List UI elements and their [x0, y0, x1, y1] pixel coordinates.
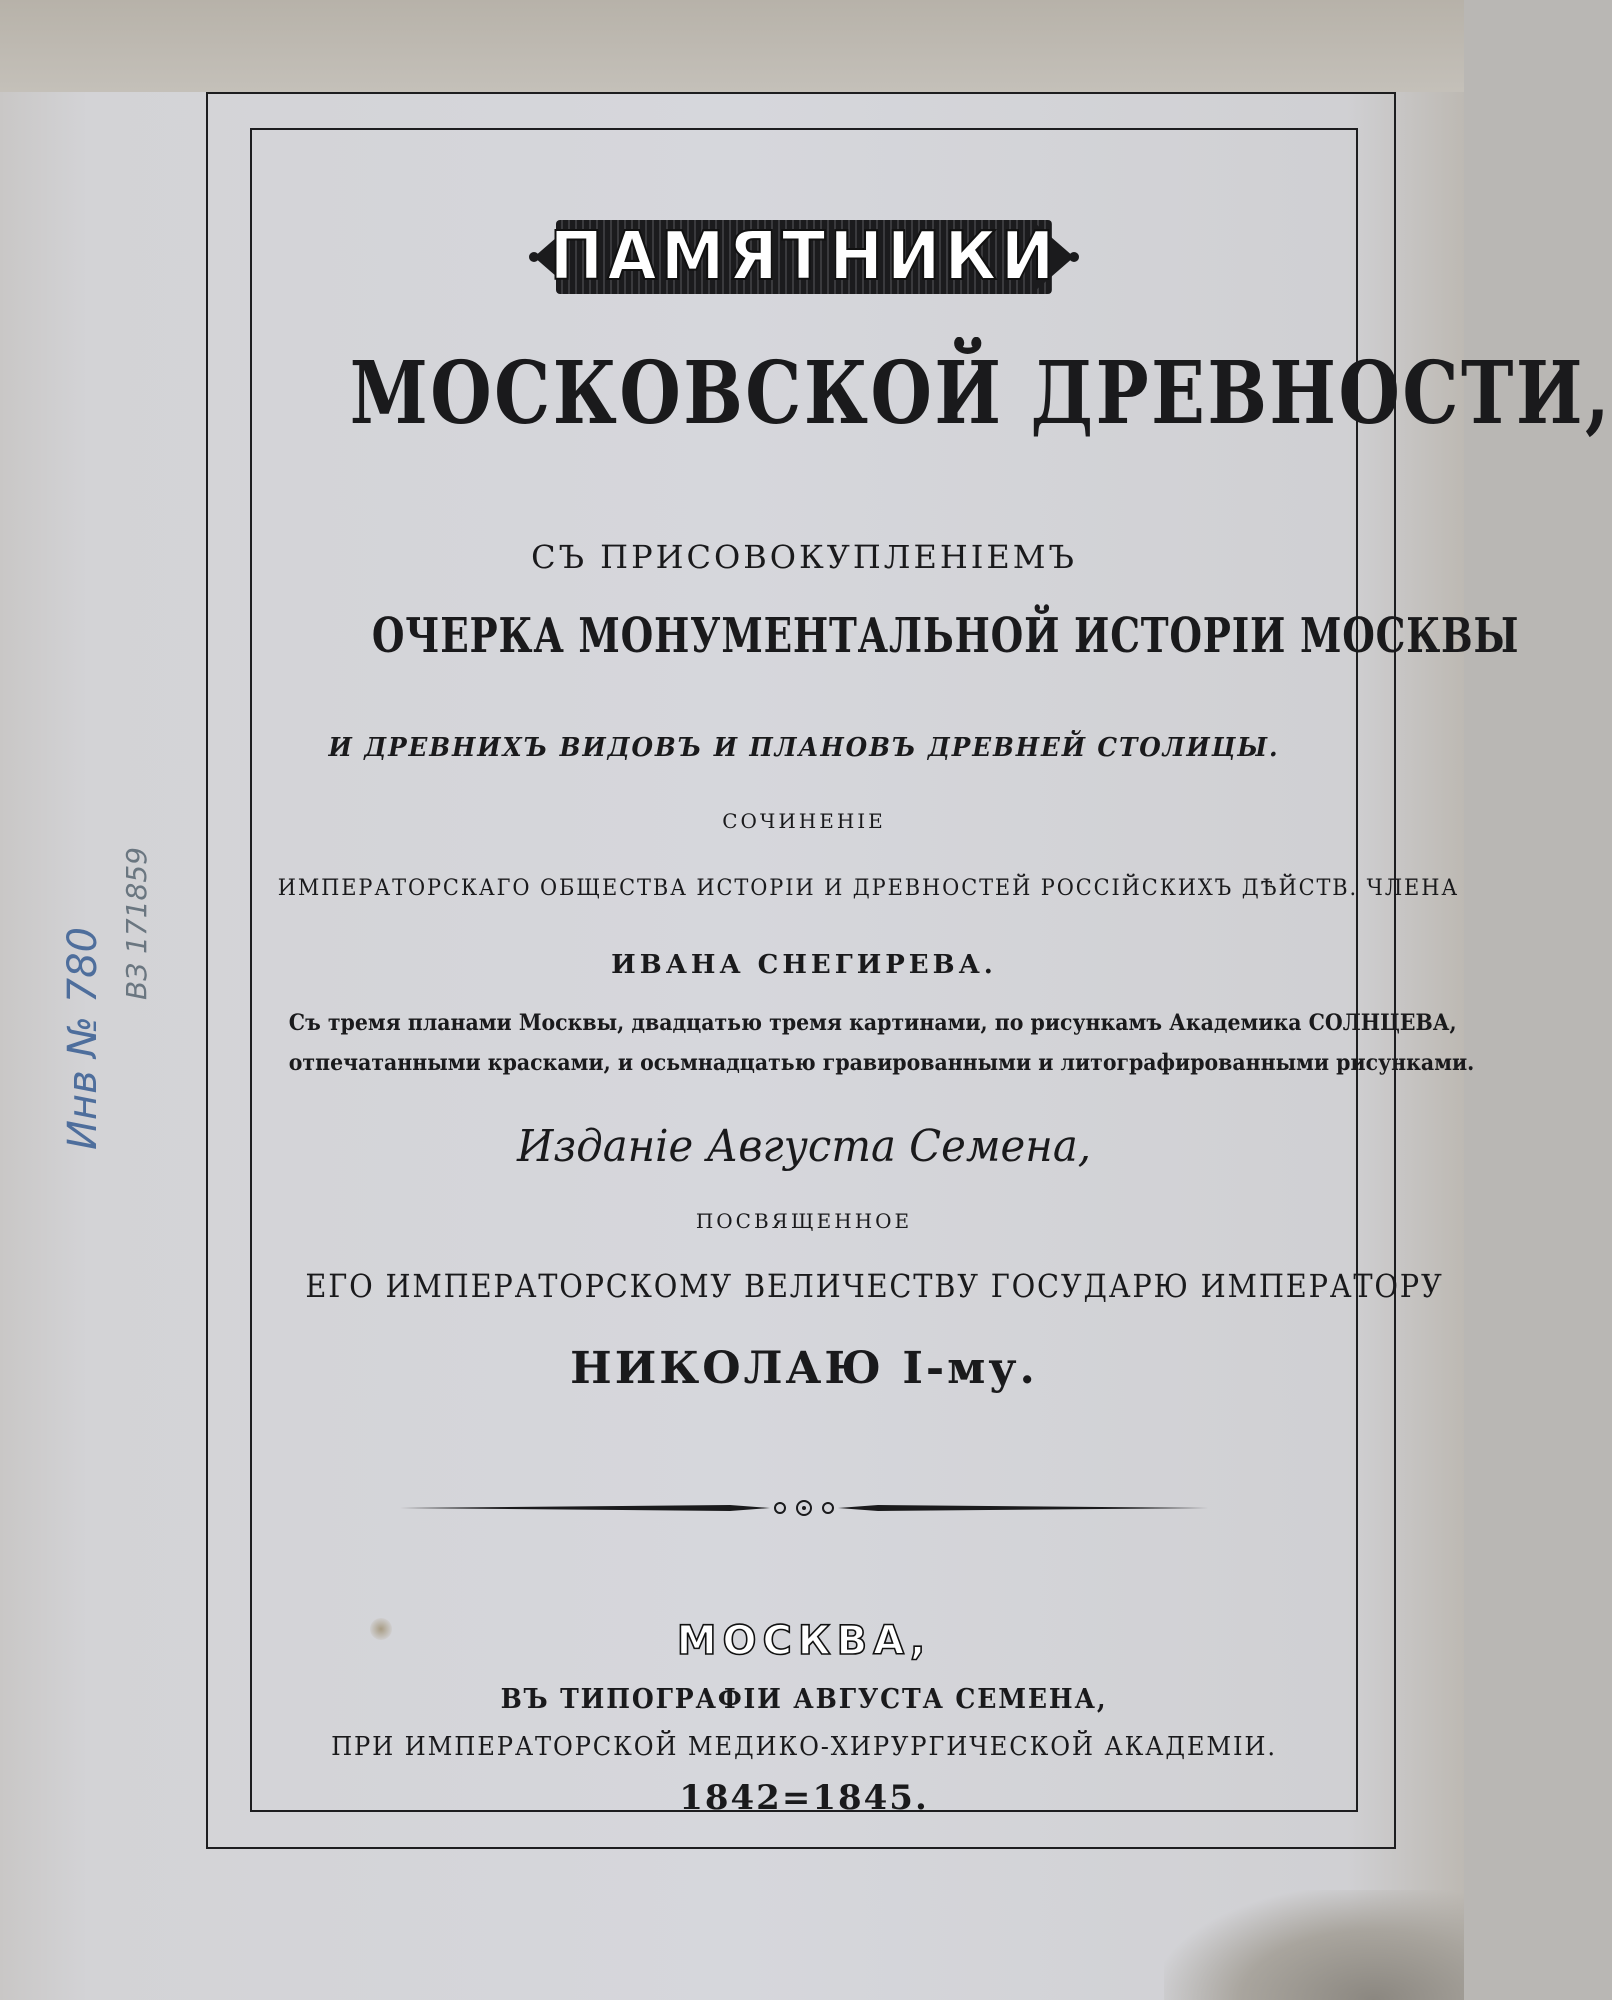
main-title: МОСКОВСКОЙ ДРЕВНОСТИ,	[349, 343, 1612, 444]
edition-line: Изданіе Августа Семена,	[516, 1121, 1092, 1172]
title-banner	[528, 210, 1080, 304]
title-page	[250, 128, 1612, 1818]
banner-title: ПАМЯТНИКИ	[549, 218, 1059, 296]
author-name: ИВАНА СНЕГИРЕВА.	[611, 950, 997, 980]
description-line-2: отпечатанными красками, и осьмнадцатью гравированными и литографированными рисунками.	[288, 1050, 1475, 1076]
inventory-mark	[60, 750, 153, 1150]
society-line: ИМПЕРАТОРСКАГО ОБЩЕСТВА ИСТОРІИ И ДРЕВНОСТЕЙ РОССІЙСКИХЪ ДѢЙСТВ. ЧЛЕНА	[277, 876, 1460, 901]
description-line-1: Съ тремя планами Москвы, двадцатью тремя картинами, по рисункамъ Академика СОЛНЦЕВА,	[288, 1010, 1457, 1036]
subtitle-line-1: СЪ ПРИСОВОКУПЛЕНІЕМЪ	[531, 538, 1077, 576]
press-line-1: ВЪ ТИПОГРАФІИ АВГУСТА СЕМЕНА,	[500, 1684, 1108, 1715]
press-line-2: ПРИ ИМПЕРАТОРСКОЙ МЕДИКО-ХИРУРГИЧЕСКОЙ АКАДЕМІИ.	[331, 1732, 1277, 1762]
corner-stain	[1164, 1890, 1464, 2000]
divider-ornament	[400, 1493, 1208, 1523]
inventory-code: ВЗ 171859	[120, 847, 153, 1000]
publication-years: 1842=1845.	[679, 1778, 929, 1818]
inventory-number: Инв № 780	[60, 926, 106, 1150]
dedication-label: ПОСВЯЩЕННОЕ	[695, 1209, 913, 1233]
dedication-line: ЕГО ИМПЕРАТОРСКОМУ ВЕЛИЧЕСТВУ ГОСУДАРЮ ИМПЕРАТОРУ	[305, 1267, 1444, 1305]
subtitle-line-2: ОЧЕРКА МОНУМЕНТАЛЬНОЙ ИСТОРІИ МОСКВЫ	[371, 608, 1520, 664]
composition-label: СОЧИНЕНІЕ	[722, 809, 886, 833]
page-top-edge	[0, 0, 1464, 92]
dedication-name: НИКОЛАЮ I-му.	[570, 1343, 1038, 1394]
subtitle-line-3: И ДРЕВНИХЪ ВИДОВЪ И ПЛАНОВЪ ДРЕВНЕЙ СТОЛИЦЫ.	[328, 733, 1280, 763]
city-name: МОСКВА,	[676, 1618, 932, 1664]
